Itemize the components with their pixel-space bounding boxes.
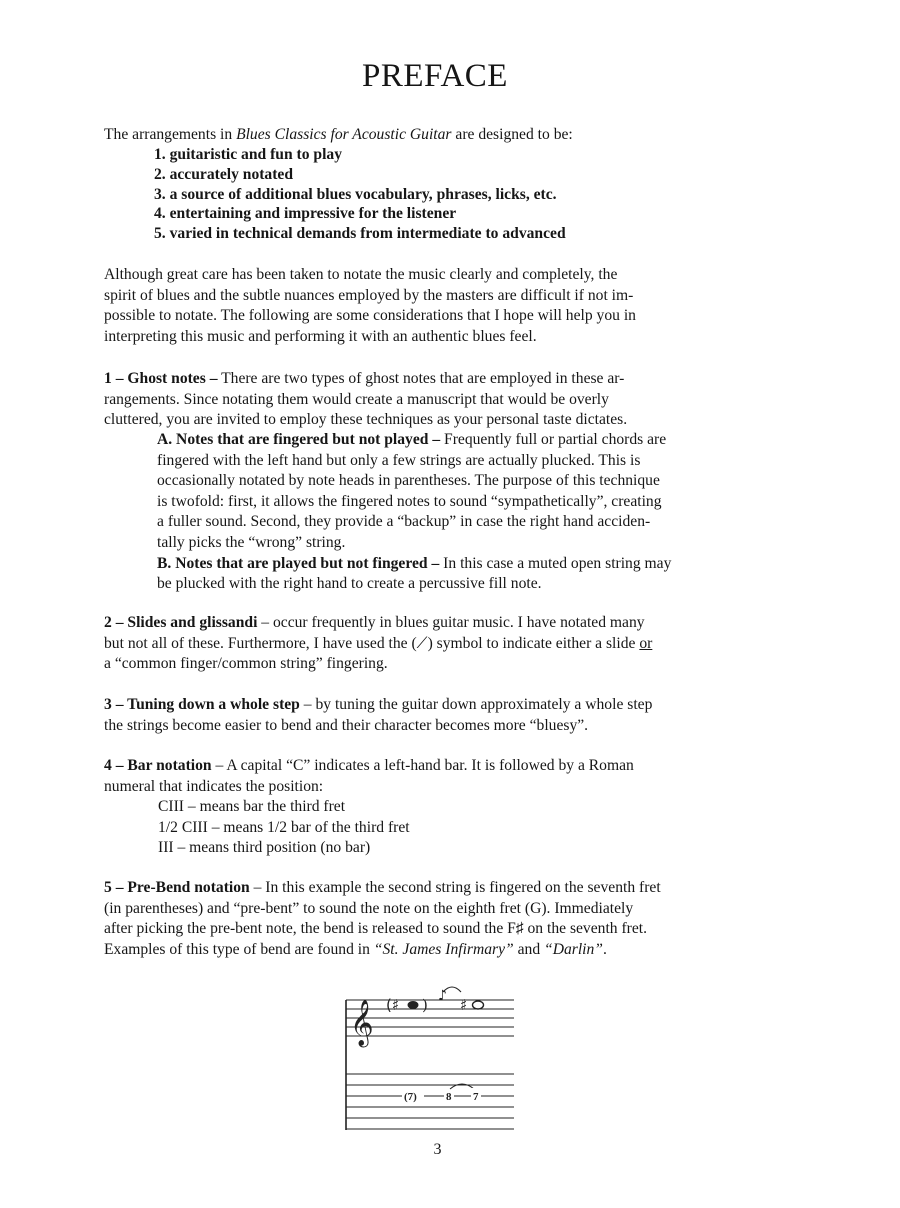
text-line: Examples of this type of bend are found in <box>104 940 374 958</box>
text-line: . <box>602 940 607 958</box>
text-line: ) symbol to indicate either a slide <box>427 634 640 652</box>
note-head <box>473 1001 484 1009</box>
intro-line <box>104 125 776 146</box>
text-line: interpreting this music and performing it with an authentic blues feel. <box>104 327 537 345</box>
goal-item: 5. varied in technical demands from intermediate to advanced <box>154 225 566 243</box>
text-line: cluttered, you are invited to employ these techniques as your personal taste dictates. <box>104 411 628 429</box>
tab-fret-number: 7 <box>473 1091 479 1103</box>
text-line: numeral that indicates the position: <box>104 777 324 795</box>
section-heading: 3 – Tuning down a whole step <box>104 696 300 713</box>
bar-notation-list <box>158 797 778 859</box>
page-number: 3 <box>433 1141 442 1158</box>
section-bar-notation <box>104 756 776 797</box>
tab-staff <box>346 1074 514 1129</box>
section-tuning <box>104 695 776 736</box>
section-ghost-notes <box>104 369 776 431</box>
pre-bend-notation-example <box>340 978 520 1138</box>
example-title: “St. James Infirmary” <box>373 940 514 958</box>
sharp-icon: (♯ <box>386 996 400 1014</box>
text-line: (in parentheses) and “pre-bent” to sound the note on the eighth fret (G). Immediately <box>104 899 634 917</box>
goal-item: 4. entertaining and impressive for the listener <box>154 205 457 223</box>
subsection-a <box>157 430 777 595</box>
text-line: and <box>513 940 545 958</box>
list-item: CIII – means bar the third fret <box>158 798 346 815</box>
tab-fret-number: (7) <box>404 1091 417 1103</box>
note-head <box>408 1001 419 1009</box>
text-line: be plucked with the right hand to create a percussive fill note. <box>157 575 542 593</box>
section-heading: 1 – Ghost notes – <box>104 370 218 387</box>
text-line: is twofold: first, it allows the fingered notes to sound “sympathetically”, creating <box>157 492 662 510</box>
text-line: – occur frequently in blues guitar music. I have notated many <box>257 614 645 631</box>
paragraph-intro <box>104 265 776 347</box>
text-line: – by tuning the guitar down approximately a whole step <box>299 696 653 713</box>
paren-close-icon: ) <box>422 996 428 1014</box>
list-item: 1/2 CIII – means 1/2 bar of the third fret <box>158 818 410 836</box>
book-title: Blues Classics for Acoustic Guitar <box>236 126 452 143</box>
text-line: tally picks the “wrong” string. <box>157 533 346 551</box>
goal-item: 1. guitaristic and fun to play <box>154 146 343 163</box>
tab-fret-number: 8 <box>446 1091 452 1103</box>
section-slides <box>104 613 776 675</box>
text-line: but not all of these. Furthermore, I have used the ( <box>104 634 417 652</box>
intro-post: are designed to be: <box>451 126 573 143</box>
intro-pre: The arrangements in <box>104 126 237 143</box>
emphasis-or: or <box>639 634 653 652</box>
text-line: fingered with the left hand but only a few strings are actually plucked. This is <box>157 451 641 469</box>
grace-note-icon: ♪ <box>438 988 447 1004</box>
section-heading: 5 – Pre-Bend notation <box>104 879 250 896</box>
section-heading: 2 – Slides and glissandi <box>104 614 258 631</box>
text-line: the strings become easier to bend and their character becomes more “bluesy”. <box>104 716 589 734</box>
page-title: PREFACE <box>362 58 508 94</box>
list-item: III – means third position (no bar) <box>158 839 371 857</box>
subsection-heading: A. Notes that are fingered but not played – <box>157 431 441 448</box>
slide-symbol-icon: ⟋ <box>416 634 428 652</box>
text-line: rangements. Since notating them would create a manuscript that would be overly <box>104 390 609 408</box>
text-line: In this case a muted open string may <box>439 554 672 572</box>
text-line: a fuller sound. Second, they provide a “backup” in case the right hand acciden- <box>157 513 651 531</box>
section-pre-bend <box>104 878 776 960</box>
text-line: – In this example the second string is fingered on the seventh fret <box>249 879 661 896</box>
text-line: Frequently full or partial chords are <box>440 431 667 448</box>
example-title: “Darlin” <box>544 940 603 958</box>
goal-item: 2. accurately notated <box>154 165 294 183</box>
treble-clef-icon: 𝄞 <box>350 1000 374 1046</box>
text-line: a “common finger/common string” fingering. <box>104 655 388 673</box>
text-line: spirit of blues and the subtle nuances employed by the masters are difficult if not im- <box>104 286 634 304</box>
section-heading: 4 – Bar notation <box>104 757 212 774</box>
goals-list <box>154 145 566 244</box>
text-line: – A capital “C” indicates a left-hand bar. It is followed by a Roman <box>211 757 634 774</box>
text-line: There are two types of ghost notes that are employed in these ar- <box>217 370 625 387</box>
text-line: after picking the pre-bent note, the bend is released to sound the F♯ on the seventh fret. <box>104 920 648 938</box>
subsection-heading: B. Notes that are played but not fingered – <box>157 554 440 572</box>
sharp-icon: ♯ <box>460 996 468 1014</box>
text-line: possible to notate. The following are some considerations that I hope will help you in <box>104 307 636 325</box>
text-line: Although great care has been taken to notate the music clearly and completely, the <box>104 266 618 283</box>
goal-item: 3. a source of additional blues vocabulary, phrases, licks, etc. <box>154 185 557 203</box>
text-line: occasionally notated by note heads in parentheses. The purpose of this technique <box>157 472 660 490</box>
